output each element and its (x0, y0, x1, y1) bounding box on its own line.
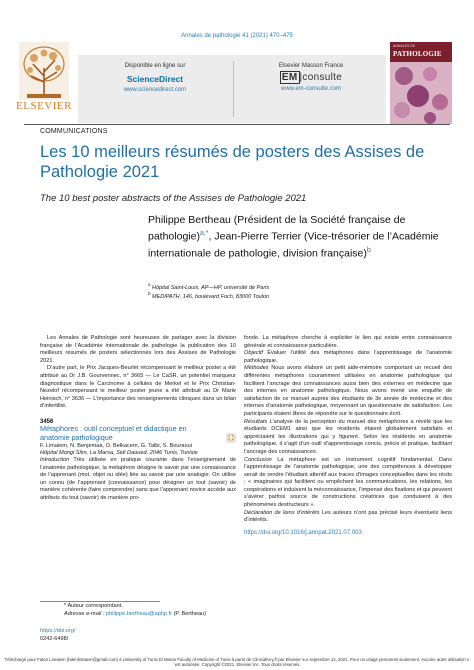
header-divider (233, 61, 234, 117)
abstract-authors: F. Limaiem, N. Benjemaa, O. Belkacem, G. Talbi, S. Bouraoui (40, 442, 192, 449)
abstract-continued: fonde. La métaphore cherche à expliciter le lien qui existe entre connaissance générale et connaissance particulière. (244, 335, 452, 349)
sciencedirect-link[interactable]: www.sciencedirect.com (123, 87, 187, 93)
article-doi-link[interactable]: https://doi.org/ (40, 628, 76, 634)
abstract-conclusion: Conclusion La métaphore est un instrument cognitif fondamental. Dans l’apprentissage de l’anatomie pathologique, une des compétences à développer serait de rendre l’étudiant attentif aux traces d’images conceptuelles dans les récits : « imaginaires qui facilitent ou empêchent les communications, les relations, les coopérations et induisent la méconnaissance, l’impensé des fixations et qui peuvent s’avérer parfois source de constructions créatrices que conduisent à des phénomènes destructeurs ». (244, 456, 453, 509)
prize-paragraph: D’autre part, le Prix Jacques-Beurlet récompensant le meilleur poster a été attribué au Dr J.B. Gourvennec, n° 3665 — Le CaSR, un potentiel marqueur diagnostique dans le Carcinome à cellules de Merkel et le Prix Christian-Nezelof récompensant le meilleur poster jeune a été attribué au Dr Marie Heinisch, n° 3636 — L’importance des renseignements cliniques dans un bilan d’infertilité. (40, 365, 236, 410)
author-terrier: , Jean-Pierre Terrier (Vice-trésorier de l’Académie internationale de pathologie, division française) (148, 230, 439, 259)
author-bertheau-affil-link[interactable]: a,* (199, 230, 209, 237)
emconsulte-logo: EM |consulte (281, 72, 343, 83)
issn-label: 0242-6498/ (40, 635, 69, 642)
cover-subtitle: ANNALES DE (393, 44, 416, 48)
abstract-methods: Méthodes Nous avons élaboré un petit aide-mémoire comportant un recueil des différentes métaphores couramment utilisées en anatomie pathologique qui facilitent l’ancrage des connaissances aussi bien des externes en médecine que des internes en anatomie pathologique. Nous avons mené une enquête de satisfaction de ce manuel auprès des étudiants de 3e année de médecine et des internes d’anatomie pathologique, moyennant un questionnaire de satisfaction. Les participants étaient libres de répondre sur le questionnaire écrit. (244, 365, 452, 417)
footnote-rule (40, 601, 160, 602)
cover-micrograph-image (390, 62, 452, 124)
abstract-title: Métaphores : outil conceptuel et didactique en anatomie pathologique (40, 423, 187, 442)
journal-cover (390, 42, 452, 124)
abstract-doi-link[interactable]: https://doi.org/10.1016/j.annpat.2021.07.003 (244, 529, 362, 536)
section-label: COMMUNICATIONS (40, 128, 108, 135)
abstract-objective: Objectif Évaluer l’utilité des métaphores dans l’apprentissage de l’anatomie pathologique. (244, 350, 452, 364)
crossmark-icon[interactable] (226, 433, 236, 443)
abstract-introduction: Introduction Très utilisée en pratique courante dans l’enseignement de l’anatomie pathologique, la métaphore désigne le savoir par une connaissance de l’apprenant (mot, objet ou idée) liée au savoir par une analogie. On utilise un connu (de l’apprenant (connaissance) pour désigner un tout (savoir) de manière cohérente (faire comprendre) sans que l’apprenant novice accède aux attributs du tout (savoir) de manière pro- (40, 456, 236, 501)
abstract-number: 3456 (40, 418, 54, 425)
download-notice: Téléchargé pour Faten Limaiem (fatenlimaiem@gmail.com) à University of Tunis El Manar Faculty of Medicine of Tunis à partir de ClinicalKey.fr par Elsevier sur septembre 12, 2021. Pour un usage personnel seulement. Aucune autre utilisation n´est autorisée. Copyright ©2021. Elsevier Inc. Tous droits réservés. (4, 657, 470, 668)
journal-reference[interactable]: Annales de pathologie 41 (2021) 470–475 (181, 33, 293, 39)
sciencedirect-label: ScienceDirect (126, 74, 184, 84)
article-title: Les 10 meilleurs résumés de posters des Assises de Pathologie 2021 (40, 143, 425, 181)
intro-paragraph: Les Annales de Pathologie sont heureuses de partager avec la division française de l’Académie internationale de pathologie la publication des 10 meilleurs résumés de posters sélectionnés lors des Assises de Pathologie 2021. (40, 335, 236, 364)
article-doi-block (40, 628, 75, 643)
author-list (148, 214, 448, 260)
abstract-affiliation: Hôpital Mongi Slim, La Marsa, Sidi Daoued, 2046 Tunis, Tunisie (40, 449, 198, 456)
author-bertheau: Philippe Bertheau (Président de la Société française de pathologie) (148, 214, 406, 243)
cover-title: PATHOLOGIE (393, 50, 442, 58)
conflict-of-interest: Déclaration de liens d’intérêts Les auteurs n’ont pas précisé leurs éventuels liens d’intérêts. (244, 509, 452, 524)
header-rule (24, 124, 450, 125)
publisher-label: Elsevier Masson France (278, 63, 344, 69)
journal-header-box (78, 55, 386, 123)
abstract-results: Résultats L’analyse de la perception du manuel des métaphores a révélé que les étudiants DCEM1 ainsi que les résidents étaient globalement satisfaits et appréciaient les illustrations qui y figurent. Selon les résidents en anatomie pathologique, il s’agit d’un outil d’apprentissage concis, précis et pratique, facilitant l’ancrage des connaissances. (244, 418, 452, 455)
affiliation-b: $^b$ MEDIPATH, 146, boulevard Foch, 83000 Toulon (148, 291, 270, 300)
available-online-label: Disponible en ligne sur (124, 63, 186, 69)
corresponding-author-note: * Auteur correspondant. Adresse e-mail : philippe.bertheau@aphp.fr (P. Bertheau) (64, 603, 207, 617)
author-terrier-affil-link[interactable]: b (366, 246, 371, 254)
sciencedirect-panel (78, 55, 232, 123)
author-email-link[interactable]: philippe.bertheau@aphp.fr (105, 610, 172, 617)
left-column (40, 335, 236, 503)
article-subtitle: The 10 best poster abstracts of the Assises de Pathologie 2021 (40, 193, 307, 204)
affiliation-a: $^a$ Hôpital Saint-Louis, AP—HP, université de Paris (148, 282, 270, 291)
elsevier-tree-logo (19, 42, 69, 106)
emconsulte-panel (236, 55, 386, 123)
emconsulte-link[interactable]: www.em-consulte.com (280, 86, 342, 92)
elsevier-wordmark: ELSEVIER (16, 100, 72, 112)
right-column (244, 335, 452, 536)
